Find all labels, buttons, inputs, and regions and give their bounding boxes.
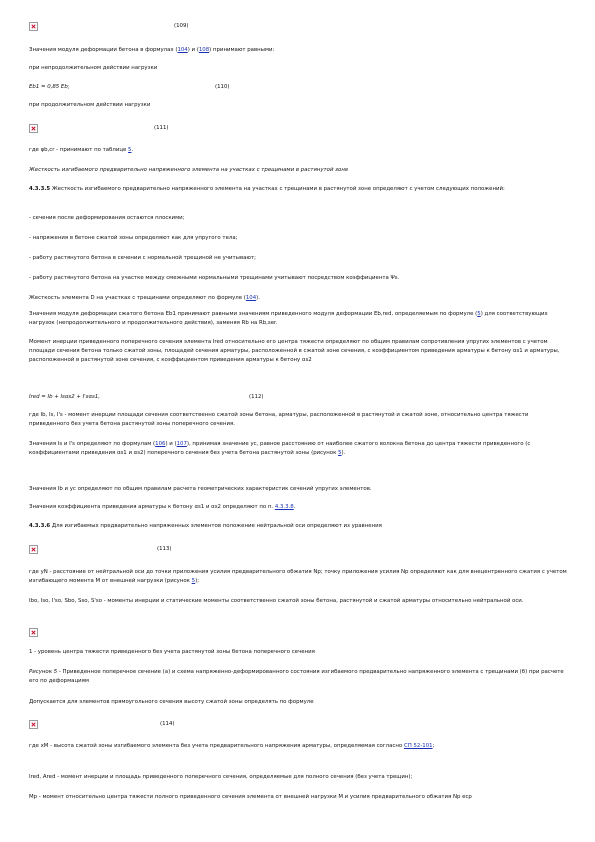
equation-number: (112): [249, 394, 264, 400]
paragraph: Значения Is и I's определяют по формулам (106) и (107), принимая значение yc, равное расстоянию от наиболее сжатого волокна бетона до центра тяжести приведенного (с коэффициентами приведения αs1 и αs2) поперечного сечения без учета бетона растянутой зоны (рисунок 5).: [29, 441, 531, 456]
broken-image-icon: [29, 628, 38, 637]
equation-number: (110): [215, 84, 230, 90]
equation-111: [29, 124, 569, 138]
broken-image-icon: [29, 124, 38, 133]
equation-number: (113): [157, 546, 172, 552]
link-formula-104[interactable]: 104: [177, 47, 188, 53]
link-clause-4338[interactable]: 4.3.3.8: [274, 504, 294, 510]
broken-image-icon: [29, 22, 38, 31]
figure-caption: Рисунок 5 - Приведенное поперечное сечение (а) и схема напряженно-деформированного состояния изгибаемого предварительно напряженного элемента с трещинами (б) при расчете его по деформациям: [29, 669, 564, 684]
equation-112: [29, 393, 569, 407]
equation-114: [29, 720, 569, 734]
list-item: - напряжения в бетоне сжатой зоны определяют как для упругого тела;: [29, 235, 238, 241]
link-table-5[interactable]: 5: [128, 147, 132, 153]
paragraph: Значения коэффициента приведения арматуры к бетону αs1 и αs2 определяют по п. 4.3.3.8.: [29, 504, 296, 510]
equation-number: (109): [174, 23, 189, 29]
broken-image-icon: [29, 545, 38, 554]
equation-formula: Eb1 = 0,85 Eb;: [29, 84, 70, 90]
link-formula-104[interactable]: 104: [245, 295, 257, 301]
paragraph: 4.3.3.6 Для изгибаемых предварительно напряженных элементов положение нейтральной оси определяют из уравнения: [29, 523, 382, 529]
link-formula-107[interactable]: 107: [176, 441, 187, 447]
link-figure-5[interactable]: 5: [191, 578, 196, 584]
paragraph: Допускается для элементов прямоугольного сечения высоту сжатой зоны определять по формуле: [29, 699, 314, 705]
paragraph: Жесткость элемента D на участках с трещинами определяют по формуле (104).: [29, 295, 260, 301]
paragraph: Значения модуля деформации бетона в формулах (104) и (108) принимают равными:: [29, 47, 275, 53]
equation-110: [29, 83, 569, 97]
list-item: - работу растянутого бетона в сечении с нормальной трещиной не учитывают;: [29, 255, 256, 261]
paragraph: при непродолжительном действии нагрузки: [29, 65, 158, 71]
link-formula-5[interactable]: 5: [477, 311, 481, 317]
paragraph: Значения модуля деформации сжатого бетона Eb1 принимают равными значениям приведенного модуля деформации Eb,red, определяемым по формуле (5) для соответствующих нагрузок (непродолжительного и продолжительного действия), заменяя Rb на Rb,ser.: [29, 311, 548, 326]
equation-number: (111): [154, 125, 169, 131]
equation-109: [29, 22, 569, 36]
link-figure-5[interactable]: 5: [338, 450, 342, 456]
list-item: - работу растянутого бетона на участке между смежными нормальными трещинами учитывают посредством коэффициента Ψs.: [29, 275, 400, 281]
paragraph: где xM - высота сжатой зоны изгибаемого элемента без учета предварительного напряжения арматуры, определяемая согласно СП 52-101;: [29, 743, 435, 749]
broken-image-icon: [29, 720, 38, 729]
link-formula-106[interactable]: 106: [155, 441, 166, 447]
paragraph: где φb,cr - принимают по таблице 5.: [29, 147, 134, 153]
paragraph: Mp - момент относительно центра тяжести полного приведенного сечения элемента от внешней нагрузки M и усилия предварительного обжатия Np ecp: [29, 794, 472, 800]
paragraph: Значения Ib и yc определяют по общим правилам расчета геометрических характеристик сечений упругих элементов.: [29, 486, 372, 492]
paragraph: где yN - расстояние от нейтральной оси до точки приложения усилия предварительного обжатия Np; точку приложения усилия Np определяют как для внецентренного сжатия с учетом изгибающего момента M от внешней нагрузки (рисунок 5);: [29, 569, 567, 584]
paragraph: где Ib, Is, I's - момент инерции площади сечения соответственно сжатой зоны бетона, арматуры, расположенной в растянутой и сжатой зоне, относительно центра тяжести приведенного без учета бетона растянутой зоны поперечного сечения.: [29, 412, 529, 427]
paragraph: Момент инерции приведенного поперечного сечения элемента Ired относительно его центра тяжести определяют по общим правилам сопротивления упругих элементов с учетом площади сечения бетона только сжатой зоны, площадей сечения арматуры, расположенной в сжатой зоне сечения, с коэффициентом приведения арматуры к бетону αs1 и арматуры, расположенной в растянутой зоне сечения, с коэффициентом приведения арматуры к бетону αs2: [29, 339, 560, 363]
link-formula-108[interactable]: 108: [198, 47, 210, 53]
paragraph: Ibo, Iso, I'so, Sbo, Sso, S'so - моменты инерции и статические моменты соответственно сжатой зоны бетона, растянутой и сжатой арматуры относительно нейтральной оси.: [29, 598, 524, 604]
link-sp-52-101[interactable]: СП 52-101: [403, 743, 433, 749]
paragraph: при продолжительном действии нагрузки: [29, 102, 151, 108]
paragraph: 4.3.3.5 Жесткость изгибаемого предварительно напряженного элемента на участках с трещинами в растянутой зоне определяют с учетом следующих положений:: [29, 186, 505, 192]
section-heading: Жесткость изгибаемого предварительно напряженного элемента на участках с трещинами в растянутой зоне: [29, 167, 349, 173]
paragraph: Ired, Ared - момент инерции и площадь приведенного поперечного сечения, определяемые для полного сечения (без учета трещин);: [29, 774, 413, 780]
equation-number: (114): [160, 721, 175, 727]
list-item: - сечения после деформирования остаются плоскими;: [29, 215, 185, 221]
figure-5-image: [29, 628, 569, 642]
figure-legend: 1 - уровень центра тяжести приведенного без учета растянутой зоны бетона поперечного сечения: [29, 649, 315, 655]
equation-formula: Ired = Ib + Isαs2 + I'sαs1,: [29, 394, 100, 400]
equation-113: [29, 545, 569, 559]
